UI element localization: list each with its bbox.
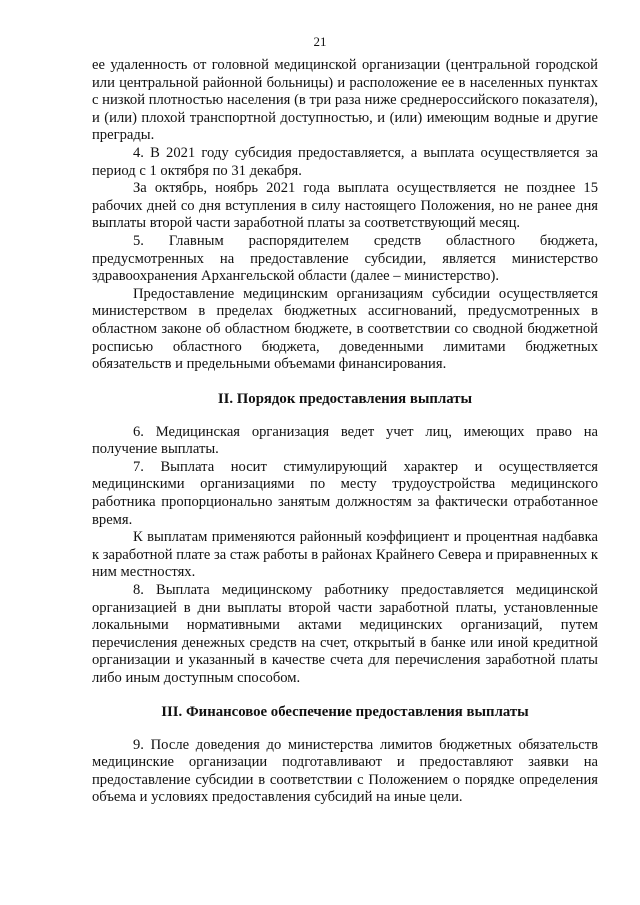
paragraph-item-5: 5. Главным распорядителем средств областного бюджета, предусмотренных на предоставление субсидии, является министерство здравоохранения Архангельской области (далее – министерство). bbox=[92, 232, 598, 285]
paragraph-continuation: ее удаленность от головной медицинской организации (центральной городской или центральной районной больницы) и расположение ее в населенных пунктах с низкой плотностью населения (в три раза ниже среднероссийского показателя), и (или) плохой транспортной доступностью, и (или) имеющим водные и другие преграды. bbox=[92, 57, 598, 144]
paragraph-regional-coefficient: К выплатам применяются районный коэффициент и процентная надбавка к заработной плате за стаж работы в районах Крайнего Севера и приравненных к ним местностях. bbox=[92, 529, 598, 581]
paragraph-october-november: За октябрь, ноябрь 2021 года выплата осуществляется не позднее 15 рабочих дней со дня вступления в силу настоящего Положения, но не ранее дня выплаты второй части заработной платы за соответствующий месяц. bbox=[92, 180, 598, 232]
section-heading-2: II. Порядок предоставления выплаты bbox=[217, 390, 473, 407]
paragraph-item-8: 8. Выплата медицинскому работнику предоставляется медицинской организацией в дни выплаты второй части заработной платы, установленные локальными нормативными актами медицинских организаций, путем перечисления денежных средств на счет, открытый в банке или иной кредитной организации и указанный в качестве счета для перечисления заработной платы либо иным доступным способом. bbox=[92, 582, 598, 686]
paragraph-subsidy-provision: Предоставление медицинским организациям субсидии осуществляется министерством в пределах бюджетных ассигнований, предусмотренных в областном законе об областном бюджете, в соответствии со сводной бюджетной росписью областного бюджета, доведенными лимитами бюджетных обязательств и предельными объемами финансирования. bbox=[92, 285, 598, 373]
paragraph-item-9: 9. После доведения до министерства лимитов бюджетных обязательств медицинские организации подготавливают и предоставляют заявки на предоставление субсидии в соответствии с Положением о порядке определения объема и условиях предоставления субсидий на иные цели. bbox=[92, 736, 598, 806]
section-heading-3: III. Финансовое обеспечение предоставления выплаты bbox=[161, 703, 529, 720]
paragraph-item-6: 6. Медицинская организация ведет учет лиц, имеющих право на получение выплаты. bbox=[92, 423, 598, 458]
document-body bbox=[92, 57, 598, 807]
paragraph-item-4: 4. В 2021 году субсидия предоставляется, а выплата осуществляется за период с 1 октября по 31 декабря. bbox=[92, 144, 598, 179]
paragraph-item-7: 7. Выплата носит стимулирующий характер и осуществляется медицинскими организациями по месту трудоустройства медицинского работника пропорционально занятым должностям за фактически отработанное время. bbox=[92, 458, 598, 528]
page-number: 21 bbox=[313, 34, 327, 49]
